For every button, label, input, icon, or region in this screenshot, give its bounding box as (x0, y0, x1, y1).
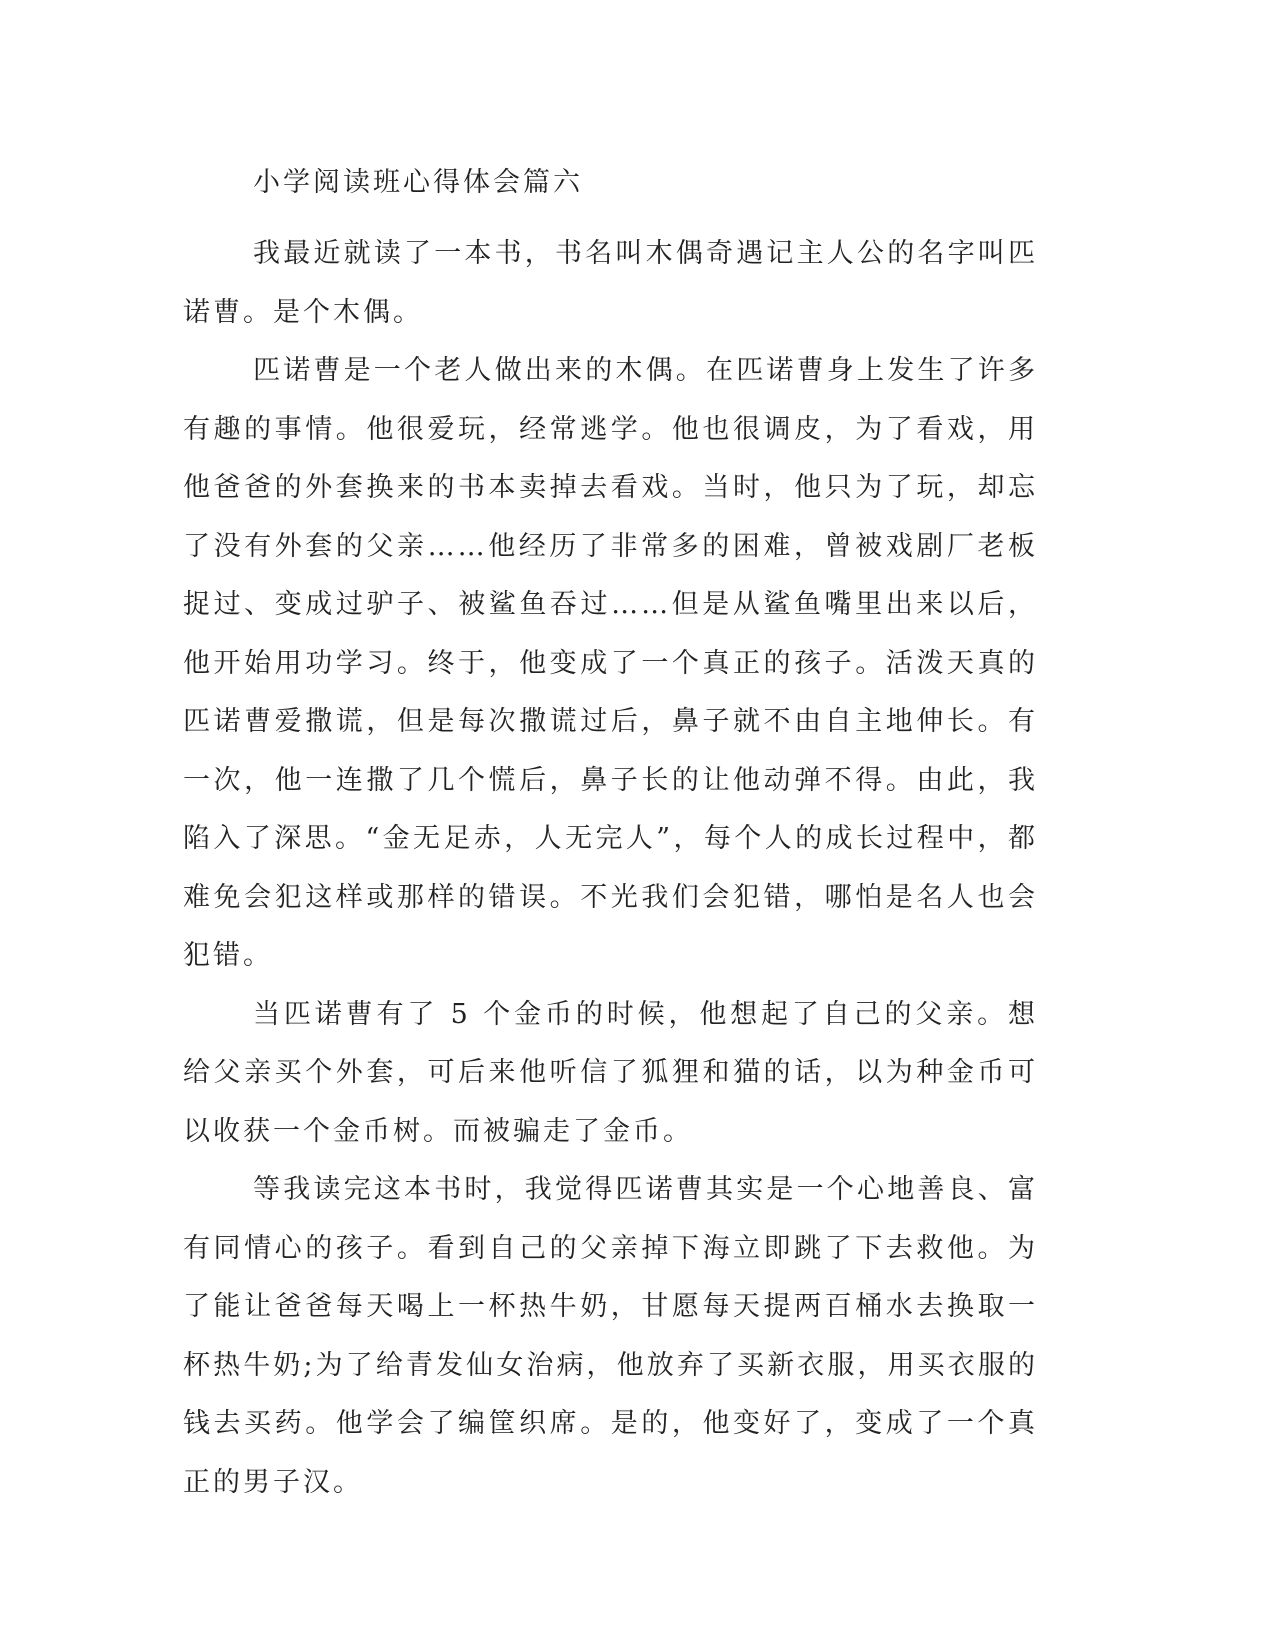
paragraph-gold-coins: 当匹诺曹有了 5 个金币的时候，他想起了自己的父亲。想给父亲买个外套，可后来他听信了狐狸和猫的话，以为种金币可以收获一个金币树。而被骗走了金币。 (183, 998, 1038, 1147)
document-body (183, 165, 1038, 1512)
paragraph-conclusion: 等我读完这本书时，我觉得匹诺曹其实是一个心地善良、富有同情心的孩子。看到自己的父亲掉下海立即跳了下去救他。为了能让爸爸每天喝上一杯热牛奶，甘愿每天提两百桶水去换取一杯热牛奶;为了给青发仙女治病，他放弃了买新衣服，用买衣服的钱去买药。他学会了编筐织席。是的，他变好了，变成了一个真正的男子汉。 (183, 1174, 1038, 1498)
document-title: 小学阅读班心得体会篇六 (253, 167, 583, 198)
paragraph-intro: 我最近就读了一本书，书名叫木偶奇遇记主人公的名字叫匹诺曹。是个木偶。 (183, 238, 1038, 328)
paragraph-story: 匹诺曹是一个老人做出来的木偶。在匹诺曹身上发生了许多有趣的事情。他很爱玩，经常逃学。他也很调皮，为了看戏，用他爸爸的外套换来的书本卖掉去看戏。当时，他只为了玩，却忘了没有外套的父亲……他经历了非常多的困难，曾被戏剧厂老板捉过、变成过驴子、被鲨鱼吞过……但是从鲨鱼嘴里出来以后，他开始用功学习。终于，他变成了一个真正的孩子。活泼天真的匹诺曹爱撒谎，但是每次撒谎过后，鼻子就不由自主地伸长。有一次，他一连撒了几个慌后，鼻子长的让他动弹不得。由此，我陷入了深思。“金无足赤，人无完人”，每个人的成长过程中，都难免会犯这样或那样的错误。不光我们会犯错，哪怕是名人也会犯错。 (183, 355, 1038, 971)
